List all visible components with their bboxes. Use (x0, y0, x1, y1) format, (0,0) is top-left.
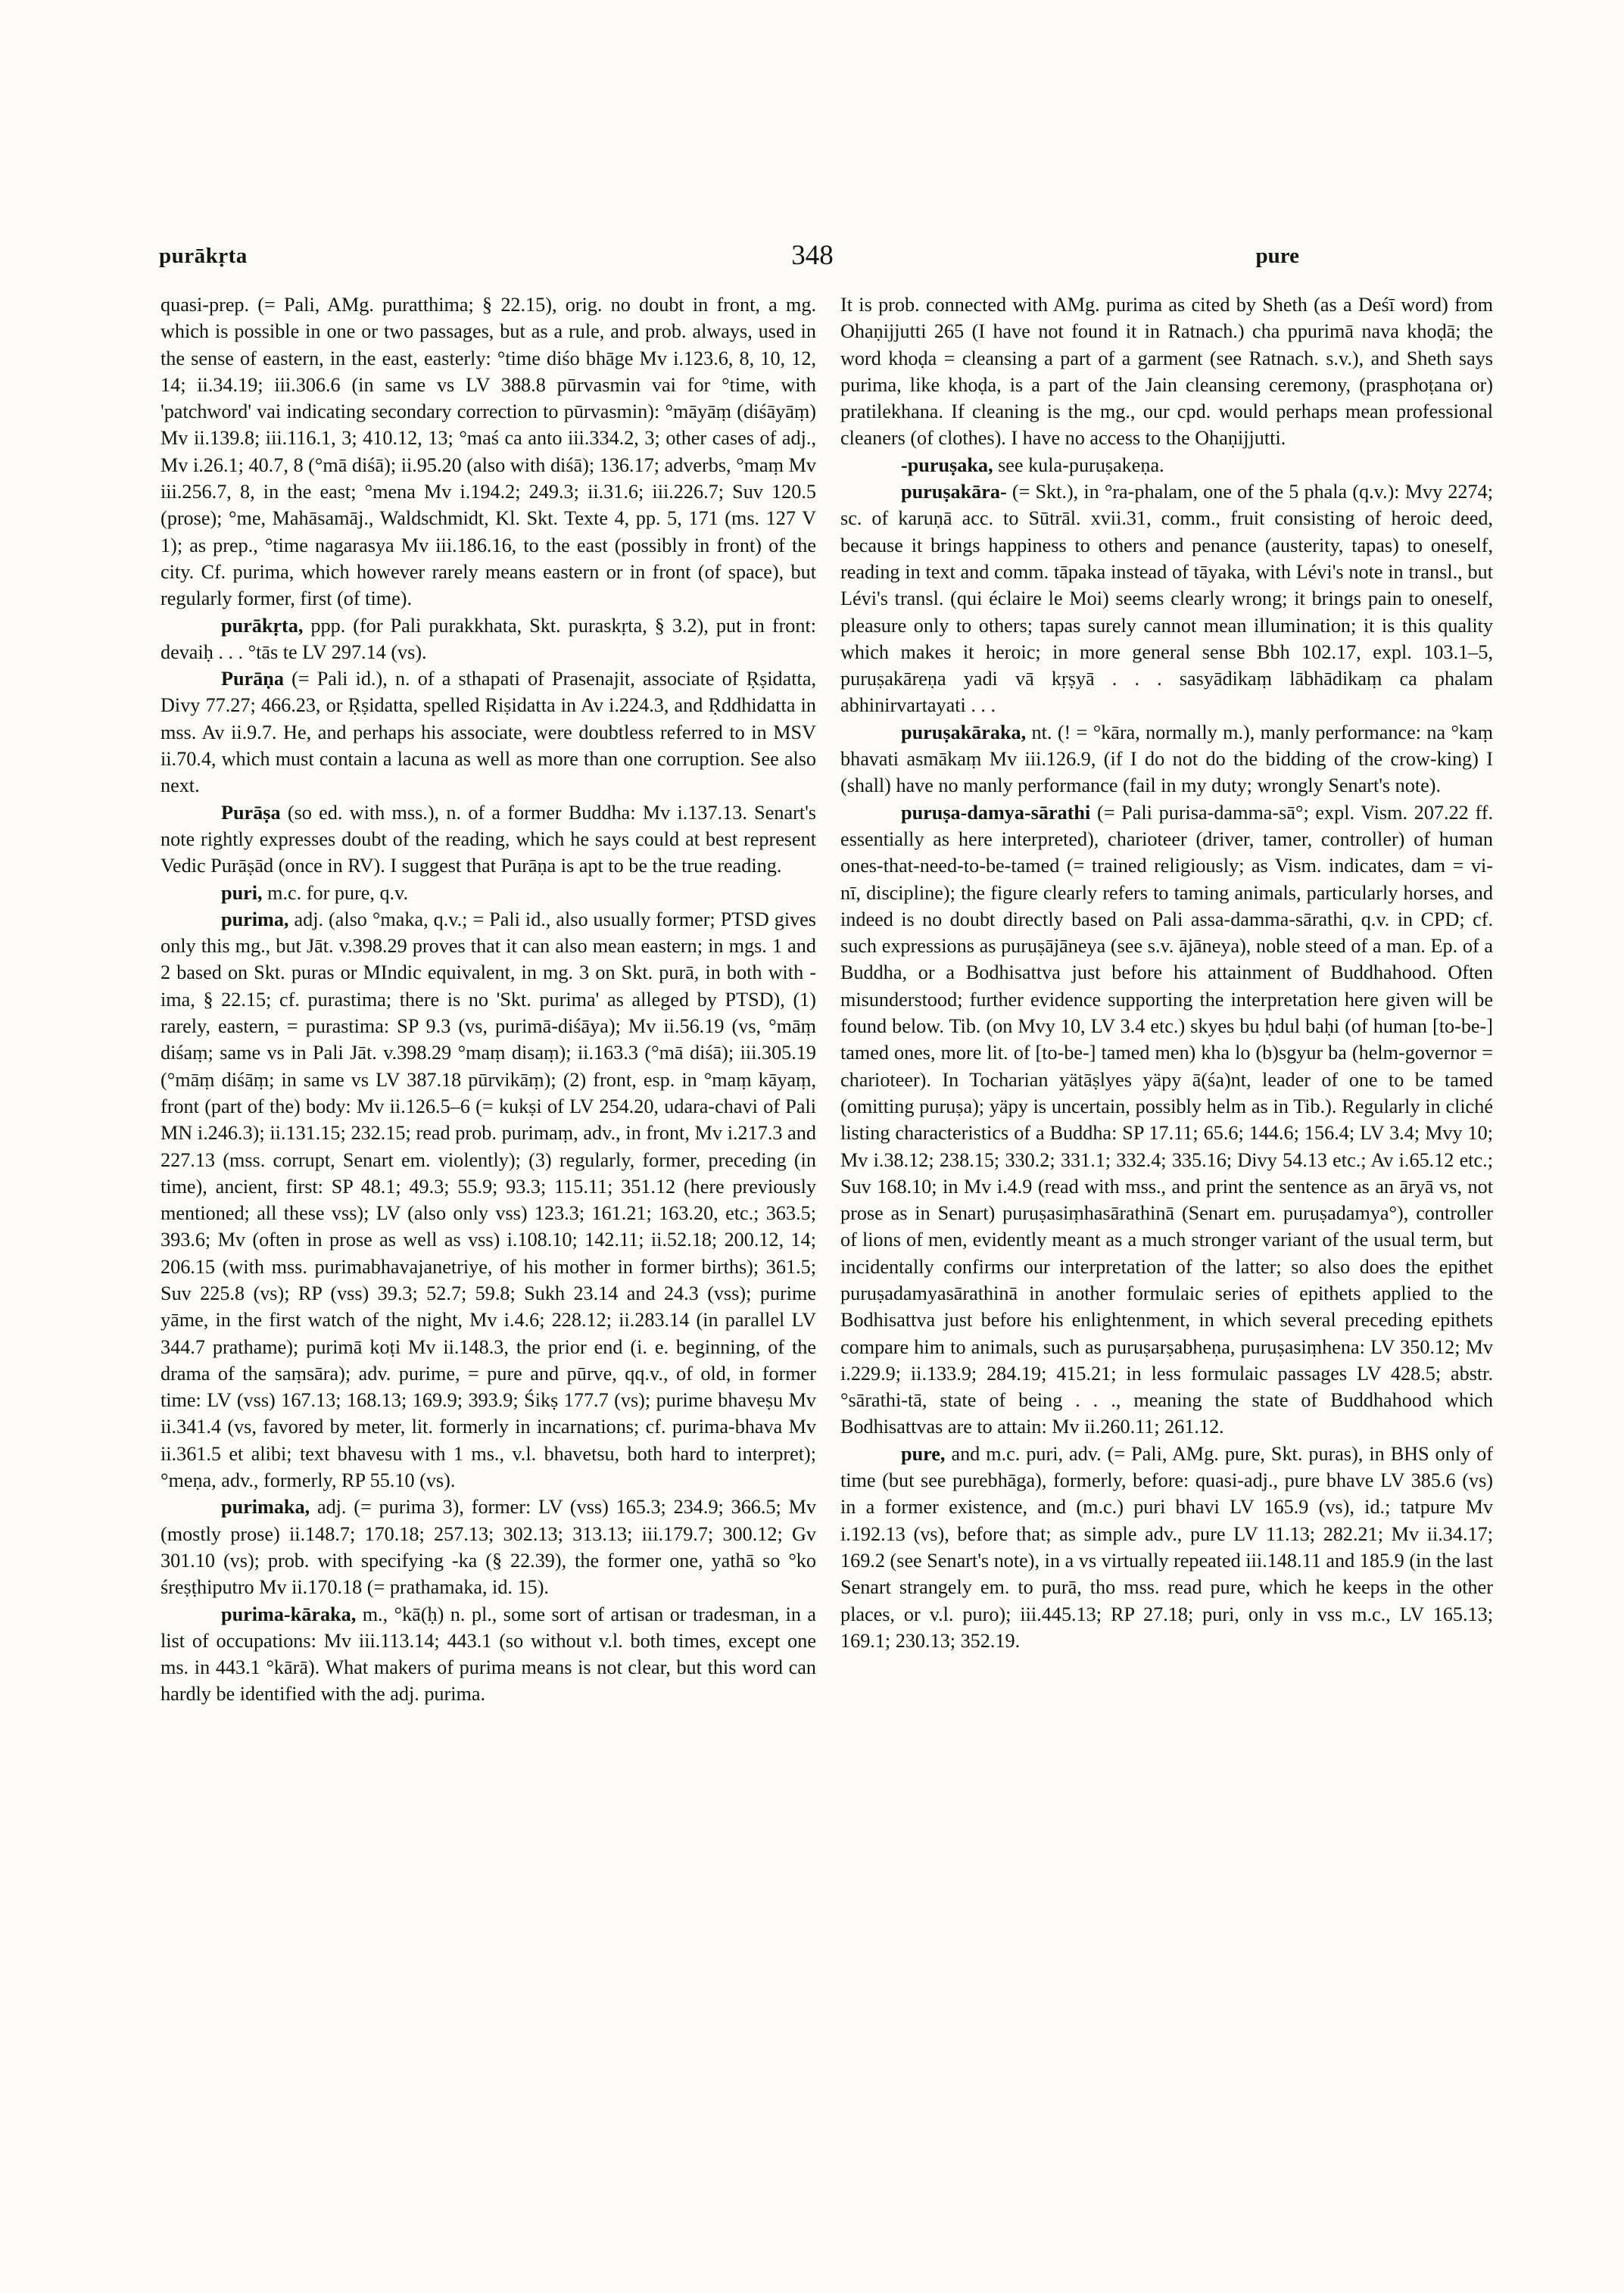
left-column (161, 291, 816, 1708)
entry-headword: pure, (901, 1442, 946, 1465)
entry-text: m.c. for pure, q.v. (262, 881, 409, 904)
dictionary-entry (840, 452, 1493, 478)
dictionary-entry (161, 612, 816, 666)
dictionary-entry (161, 1601, 816, 1708)
entry-text: m., °kā(ḥ) n. pl., some sort of artisan or tradesman, in a list of occupations: Mv iii.113.14; 443.1 (so without v.l. both times, except one ms. in 443.1 °kārā). What makers of purima means is not clear, but this word can hardly be identified with the adj. purima. (161, 1603, 816, 1706)
page-number: 348 (791, 240, 834, 271)
right-guide-word: pure (1255, 244, 1299, 268)
page-header (159, 239, 1466, 285)
entry-headword: puruṣakāra- (901, 481, 1007, 503)
entry-text: nt. (! = °kāra, normally m.), manly performance: na °kaṃ bhavati asmākaṃ Mv iii.126.9, (if I do not do the bidding of the crow-king) I (shall) have no manly performance (fail in my duty; wrongly Senart's note). (840, 721, 1493, 797)
entry-text: (= Pali id.), n. of a sthapati of Prasenajit, associate of Ṛṣidatta, Divy 77.27; 466.23, or Ṛṣidatta, spelled Riṣidatta in Av i.224.3, and Ṛddhidatta in mss. Av ii.9.7. He, and perhaps his associate, were doubtless referred to in MSV ii.70.4, which must contain a lacuna as well as more than one corruption. See also next. (161, 668, 816, 797)
entry-text: (= Pali purisa-damma-sā°; expl. Vism. 207.22 ff. essentially as here interpreted), charioteer (driver, tamer, controller) of human ones-that-need-to-be-tamed (= trained religiously; as Vism. indicates, dam = vi-nī, discipline); the figure clearly refers to taming animals, particularly horses, and indeed is no doubt directly based on Pali assa-damma-sārathi, q.v. in CPD; cf. such expressions as puruṣājāneya (see s.v. ājāneya), noble steed of a man. Ep. of a Buddha, or a Bodhisattva just before his attainment of Buddhahood. Often misunderstood; further evidence supporting the interpretation here given will be found below. Tib. (on Mvy 10, LV 3.4 etc.) skyes bu ḥdul baḥi (of human [to-be-] tamed ones, more lit. of [to-be-] tamed men) kha lo (b)sgyur ba (helm-governor = charioteer). In Tocharian yätāṣlyes yäpy ā(śa)nt, leader of one to be tamed (omitting puruṣa); yäpy is uncertain, possibly helm as in Tib.). Regularly in cliché listing characteristics of a Buddha: SP 17.11; 65.6; 144.6; 156.4; LV 3.4; Mvy 10; Mv i.38.12; 238.15; 330.2; 331.1; 332.4; 335.16; Divy 54.13 etc.; Av i.65.12 etc.; Suv 168.10; in Mv i.4.9 (read with mss., and print the sentence as an āryā vs, not prose as in Senart) puruṣasiṃhasārathinā (Senart em. puruṣadamya°), controller of lions of men, evidently meant as a much stronger variant of the usual term, but incidentally confirms our interpretation of the latter; so also does the epithet puruṣadamyasārathinā in another formulaic series of epithets applied to the Bodhisattva just before his enlightenment, in which several preceding epithets compare him to animals, such as puruṣarṣabheṇa, puruṣasiṃhena: LV 350.12; Mv i.229.9; ii.133.9; 284.19; 415.21; in less formulaic passages LV 428.5; abstr. °sārathi-tā, state of being . . ., meaning the state of Buddhahood which Bodhisattvas are to attain: Mv ii.260.11; 261.12. (840, 801, 1493, 1438)
dictionary-entry (161, 799, 816, 880)
entry-text: (= Skt.), in °ra-phalam, one of the 5 phala (q.v.): Mvy 2274; sc. of karuṇā acc. to Sūtrāl. xvii.31, comm., fruit consisting of heroic deed, because it brings happiness to others and penance (austerity, tapas) to oneself, reading in text and comm. tāpaka instead of tāyaka, with Lévi's note in transl., but Lévi's transl. (qui éclaire le Moi) seems clearly wrong; it brings pain to oneself, pleasure only to others; tapas surely cannot mean illumination; it is this quality which makes it heroic; in more general sense Bbh 102.17, expl. 103.1–5, puruṣakāreṇa yadi vā kṛṣyā . . . sasyādikaṃ lābhādikaṃ ca phalam abhinirvartayati . . . (840, 481, 1493, 717)
left-guide-word: purākṛta (159, 244, 248, 268)
entry-headword: purimaka, (221, 1496, 310, 1519)
entry-headword: purima-kāraka, (221, 1603, 357, 1625)
entry-text: quasi-prep. (= Pali, AMg. puratthima; § 22.15), orig. no doubt in front, a mg. which is possible in one or two passages, but as a rule, and prob. always, used in the sense of eastern, in the east, easterly: °time diśo bhāge Mv i.123.6, 8, 10, 12, 14; ii.34.19; iii.306.6 (in same vs LV 388.8 pūrvasmin vai for °time, with 'patchword' vai indicating secondary correction to pūrvasmin): °māyāṃ (diśāyāṃ) Mv ii.139.8; iii.116.1, 3; 410.12, 13; °maś ca anto iii.334.2, 3; other cases of adj., Mv i.26.1; 40.7, 8 (°mā diśā); ii.95.20 (also with diśā); 136.17; adverbs, °maṃ Mv iii.256.7, 8, in the east; °mena Mv i.194.2; 249.3; ii.31.6; iii.226.7; Suv 120.5 (prose); °me, Mahāsamāj., Waldschmidt, Kl. Skt. Texte 4, pp. 5, 171 (ms. 127 V 1); as prep., °time nagarasya Mv iii.186.16, to the east (possibly in front) of the city. Cf. purima, which however rarely means eastern or in front (of space), but regularly former, first (of time). (161, 294, 816, 610)
entry-text: adj. (also °maka, q.v.; = Pali id., also usually former; PTSD gives only this mg., but Jāt. v.398.29 proves that it can also mean eastern; in mgs. 1 and 2 based on Skt. puras or MIndic equivalent, in mg. 3 on Skt. purā, in both with -ima, § 22.15; cf. purastima; there is no 'Skt. purima' as alleged by PTSD), (1) rarely, eastern, = purastima: SP 9.3 (vs, purimā-diśāya); Mv ii.56.19 (vs, °māṃ diśaṃ; same vs in Pali Jāt. v.398.29 °maṃ disaṃ); ii.163.3 (°mā diśā); iii.305.19 (°māṃ diśāṃ; in same vs LV 387.18 pūrvikāṃ); (2) front, esp. in °maṃ kāyaṃ, front (part of the) body: Mv ii.126.5–6 (= kukṣi of LV 254.20, udara-chavi of Pali MN i.246.3); ii.131.15; 232.15; read prob. purimaṃ, adv., in front, Mv i.217.3 and 227.13 (mss. corrupt, Senart em. violently); (3) regularly, former, preceding (in time), ancient, first: SP 48.1; 49.3; 55.9; 93.3; 115.11; 351.12 (here previously mentioned; all these vss); LV (also only vss) 123.3; 161.21; 163.20, etc.; 363.5; 393.6; Mv (often in prose as well as vss) i.108.10; 142.11; ii.52.18; 200.12, 14; 206.15 (with mss. purimabhavajanetriye, of his mother in former births); 361.5; Suv 225.8 (vs); RP (vss) 39.3; 52.7; 59.8; Sukh 23.14 and 24.3 (vss); purime yāme, in the first watch of the night, Mv i.4.6; 228.12; ii.283.14 (in parallel LV 344.7 prathame); purimā koṭi Mv ii.148.3, the prior end (i. e. beginning, of the drama of the saṃsāra); adv. purime, = pure and pūrve, qq.v., of old, in former time: LV (vss) 167.13; 168.13; 169.9; 393.9; Śikṣ 177.7 (vs); purime bhaveṣu Mv ii.341.4 (vs, favored by meter, lit. formerly in incarnations; cf. purima-bhava Mv ii.361.5 et alibi; text bhavesu with 1 ms., v.l. bhavetsu, both hard to interpret); °meṇa, adv., formerly, RP 55.10 (vs). (161, 908, 816, 1492)
entry-headword: puri, (221, 881, 263, 904)
dictionary-entry (840, 291, 1493, 452)
entry-text: adj. (= purima 3), former: LV (vss) 165.3; 234.9; 366.5; Mv (mostly prose) ii.148.7; 170.18; 257.13; 302.13; 313.13; iii.179.7; 300.12; Gv 301.10 (vs); prob. with specifying -ka (§ 22.39), the former one, yathā so °ko śreṣṭhiputro Mv ii.170.18 (= prathamaka, id. 15). (161, 1496, 816, 1599)
dictionary-entry (840, 719, 1493, 799)
entry-headword: Purāṣa (221, 801, 281, 824)
dictionary-entry (840, 478, 1493, 719)
entry-text: see kula-puruṣakeṇa. (993, 453, 1164, 476)
entry-headword: purima, (221, 908, 289, 930)
dictionary-entry (840, 799, 1493, 1441)
dictionary-entry (161, 1494, 816, 1600)
entry-headword: -puruṣaka, (901, 453, 993, 476)
entry-text: ppp. (for Pali purakkhata, Skt. puraskṛta, § 3.2), put in front: devaiḥ . . . °tās te LV 297.14 (vs). (161, 614, 816, 663)
dictionary-entry (161, 906, 816, 1494)
entry-headword: purākṛta, (221, 614, 304, 637)
entry-text: (so ed. with mss.), n. of a former Buddha: Mv i.137.13. Senart's note rightly expresses doubt of the reading, which he says could at best represent Vedic Purāṣād (once in RV). I suggest that Purāṇa is apt to be the true reading. (161, 801, 816, 877)
entry-text: It is prob. connected with AMg. purima as cited by Sheth (as a Deśī word) from Ohaṇijjutti 265 (I have not found it in Ratnach.) cha ppurimā nava khoḍā; the word khoḍa = cleansing a part of a garment (see Ratnach. s.v.), and Sheth says purima, like khoḍa, is a part of the Jain cleansing ceremony, (prasphoṭana or) pratilekhana. If cleaning is the mg., our cpd. would perhaps mean professional cleaners (of clothes). I have no access to the Ohaṇijjutti. (840, 294, 1493, 450)
dictionary-entry (161, 291, 816, 612)
right-column (840, 291, 1493, 1654)
entry-headword: Purāṇa (221, 668, 284, 690)
entry-headword: puruṣa-damya-sārathi (901, 801, 1091, 824)
dictionary-entry (161, 880, 816, 906)
entry-headword: puruṣakāraka, (901, 721, 1027, 743)
dictionary-entry (840, 1441, 1493, 1654)
entry-text: and m.c. puri, adv. (= Pali, AMg. pure, Skt. puras), in BHS only of time (but see purebhāga), formerly, before: quasi-adj., pure bhave LV 385.6 (vs) in a former existence, and (m.c.) puri bhavi LV 165.9 (vs), id.; tatpure Mv i.192.13 (vs), before that; as simple adv., pure LV 11.13; 282.21; Mv ii.34.17; 169.2 (see Senart's note), in a vs virtually repeated iii.148.11 and 185.9 (in the last Senart strangely em. to purā, tho mss. read pure, which he keeps in the other places, or v.l. puro); iii.445.13; RP 27.18; puri, only in vss m.c., LV 165.13; 169.1; 230.13; 352.19. (840, 1442, 1493, 1652)
dictionary-entry (161, 665, 816, 799)
